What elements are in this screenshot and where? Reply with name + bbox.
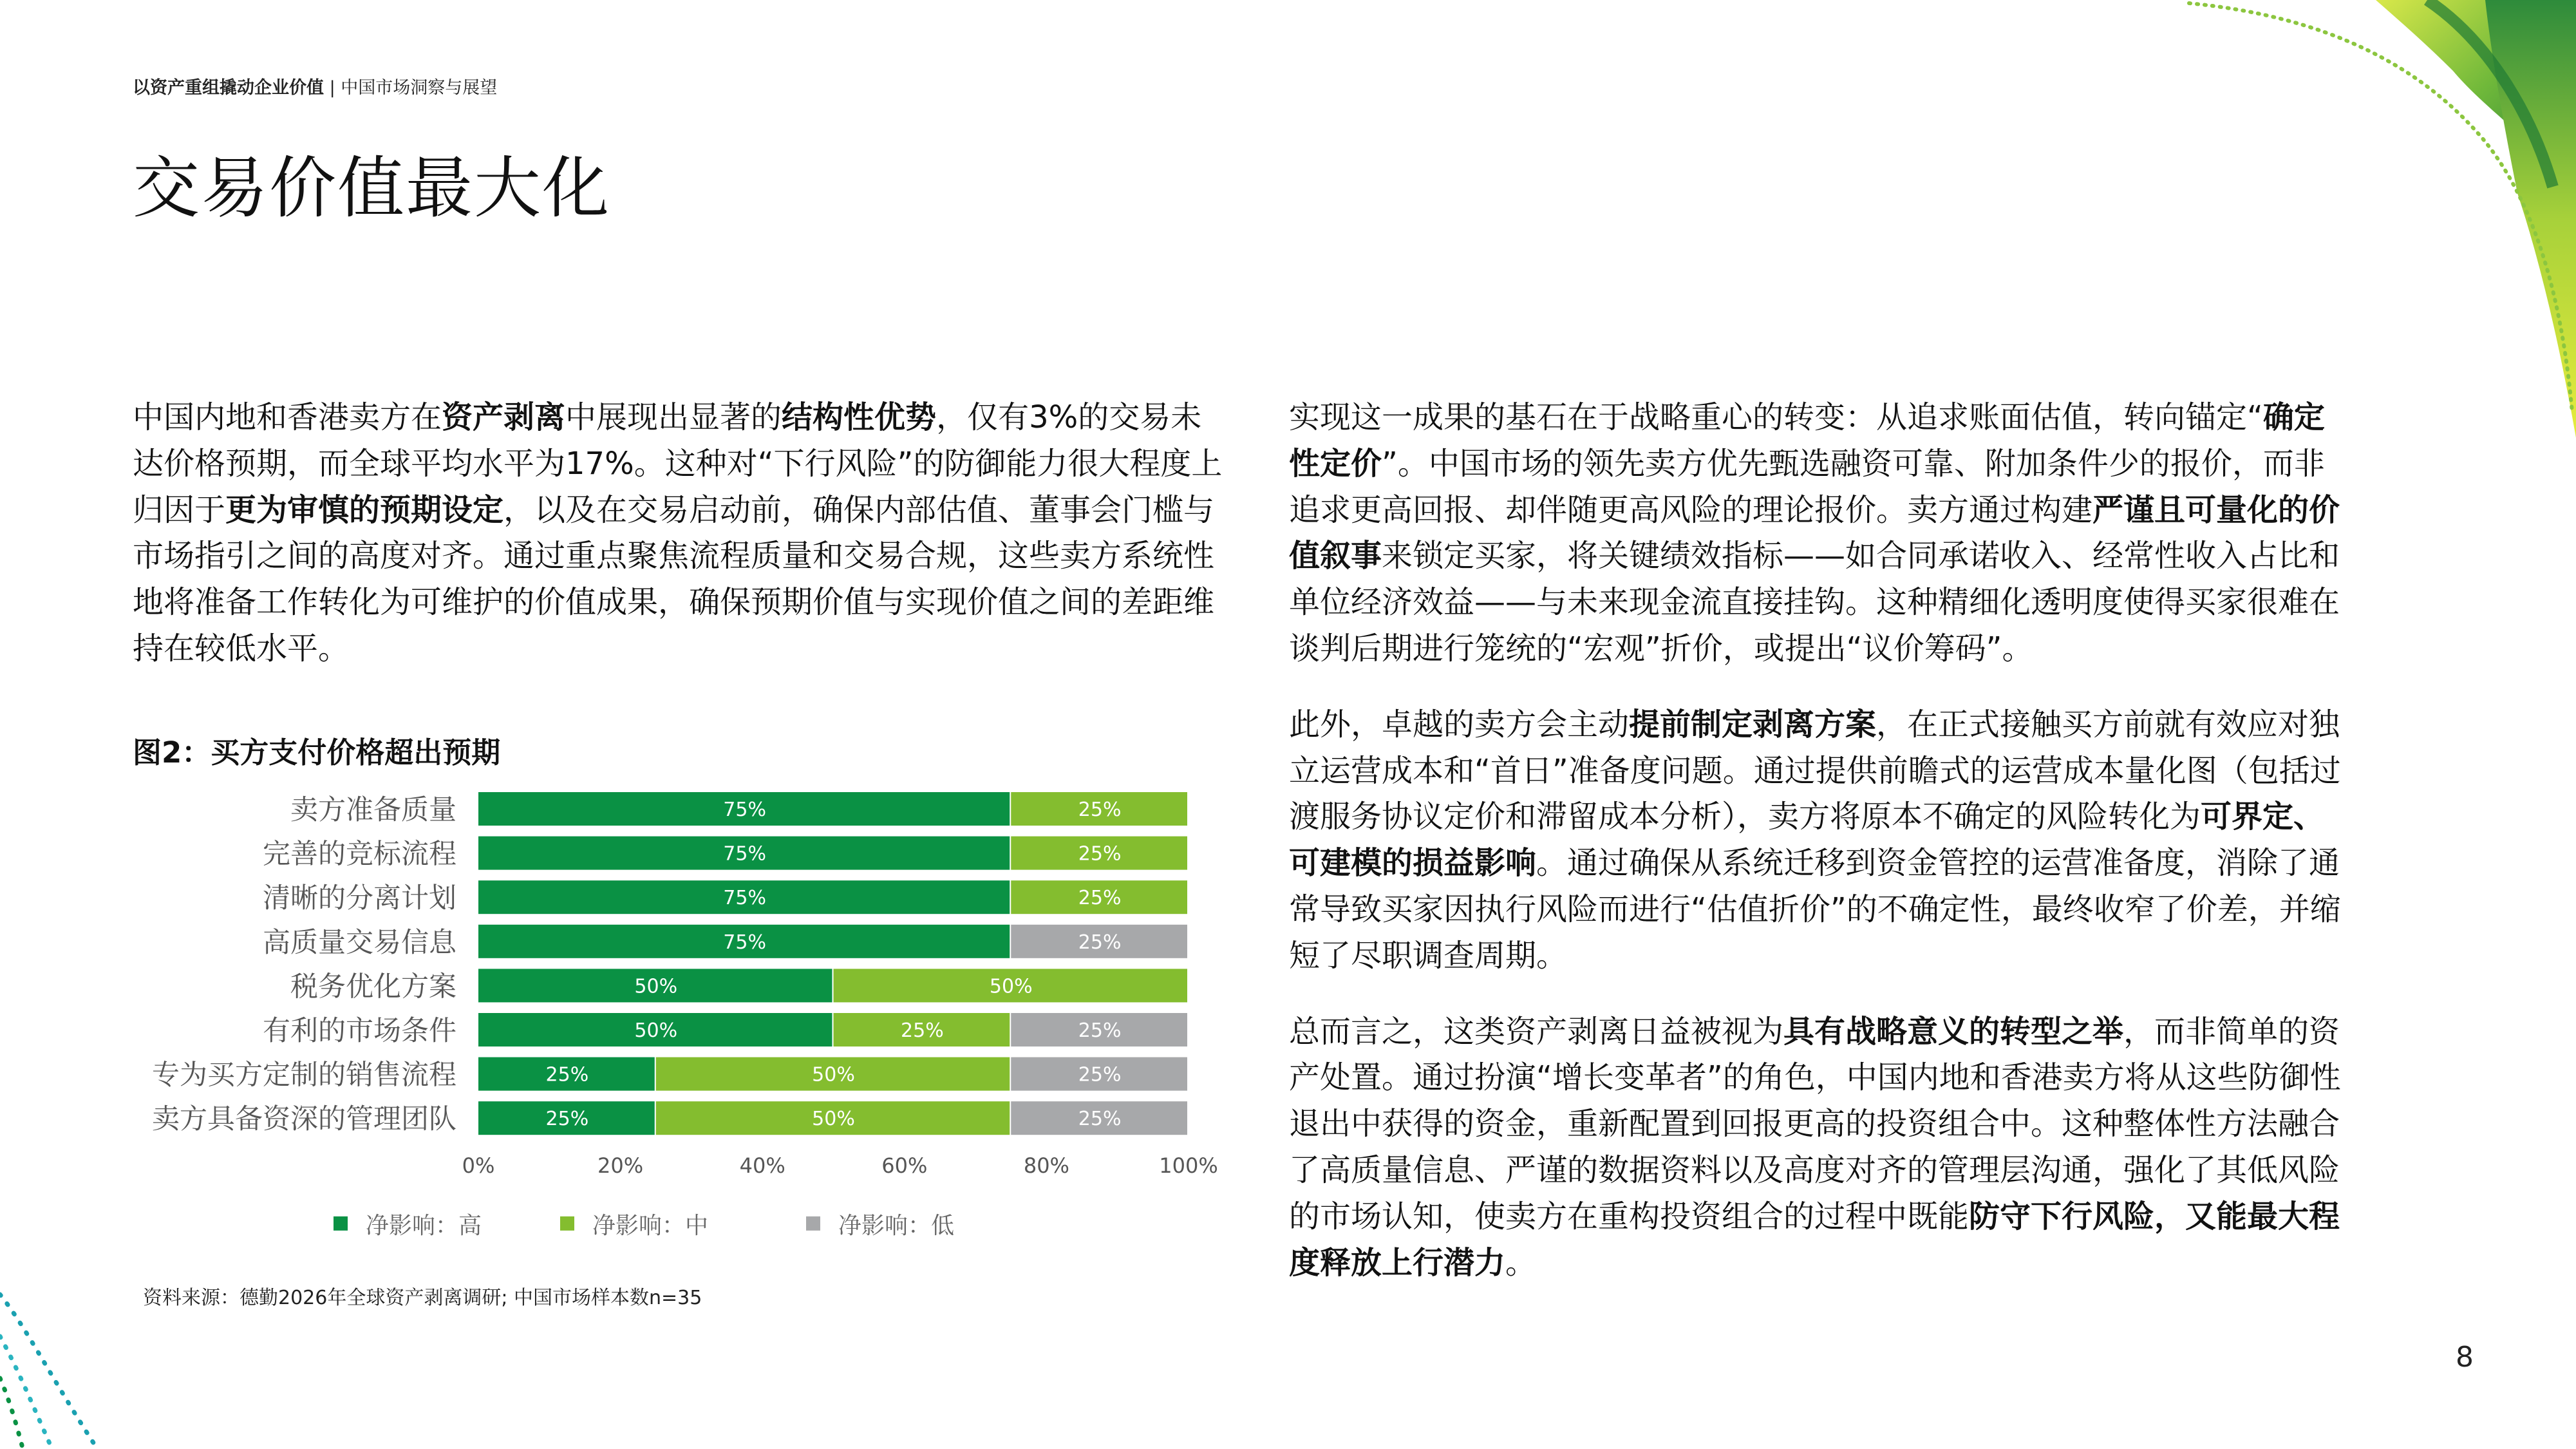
x-tick-label: 20% bbox=[597, 1153, 644, 1178]
body-text: 实现这一成果的基石在于战略重心的转变：从追求账面估值，转向锚定“ bbox=[1289, 399, 2263, 435]
source-note: 资料来源：德勤2026年全球资产剥离调研; 中国市场样本数n=35 bbox=[143, 1287, 702, 1309]
emphasis-text: 具有战略意义的转型之举 bbox=[1783, 1013, 2124, 1050]
emphasis-text: 资产剥离 bbox=[442, 399, 566, 435]
data-label: 50% bbox=[989, 975, 1033, 998]
summary-paragraph bbox=[1289, 1009, 2345, 1287]
emphasis-text: 严谨且可量化的价值叙事 bbox=[1289, 491, 2340, 574]
category-label: 高质量交易信息 bbox=[263, 926, 456, 959]
emphasis-text: 确定性定价 bbox=[1289, 399, 2325, 482]
data-label: 50% bbox=[634, 1019, 678, 1042]
body-text: ”。中国市场的领先卖方优先甄选融资可靠、附加条件少的报价，而非追求更高回报、却伴随更高风险的理论报价。卖方通过构建 bbox=[1289, 445, 2325, 528]
data-label: 75% bbox=[723, 799, 766, 821]
data-label: 50% bbox=[634, 975, 678, 998]
category-label: 完善的竞标流程 bbox=[263, 838, 456, 871]
body-text: 中展现出显著的 bbox=[565, 399, 782, 435]
data-label: 25% bbox=[545, 1063, 589, 1086]
x-tick-label: 80% bbox=[1023, 1153, 1069, 1178]
category-label: 专为买方定制的销售流程 bbox=[152, 1059, 456, 1092]
body-text: ，在正式接触买方前就有效应对独立运营成本和“首日”准备度问题。通过提供前瞻式的运营成本量化图（包括过渡服务协议定价和滞留成本分析），卖方将原本不确定的风险转化为 bbox=[1289, 706, 2341, 835]
body-text: 总而言之，这类资产剥离日益被视为 bbox=[1289, 1013, 1784, 1050]
category-label: 清晰的分离计划 bbox=[263, 882, 456, 915]
right-column bbox=[1289, 395, 2345, 1316]
x-tick-label: 40% bbox=[739, 1153, 785, 1178]
legend-swatch bbox=[560, 1217, 574, 1231]
emphasis-text: 可界定、可建模的损益影响 bbox=[1289, 799, 2325, 882]
legend-label: 净影响：中 bbox=[592, 1212, 709, 1239]
body-text: ，仅有3%的交易未达价格预期，而全球平均水平为17%。这种对“下行风险”的防御能力很大程度上归因于 bbox=[133, 399, 1223, 528]
legend-swatch bbox=[806, 1217, 820, 1231]
category-label: 有利的市场条件 bbox=[263, 1015, 456, 1047]
data-label: 75% bbox=[723, 887, 766, 910]
legend-label: 净影响：低 bbox=[838, 1212, 955, 1239]
legend-swatch bbox=[334, 1217, 348, 1231]
body-text: 来锁定买家，将关键绩效指标——如合同承诺收入、经常性收入占比和单位经济效益——与未来现金流直接挂钩。这种精细化透明度使得买家很难在谈判后期进行笼统的“宏观”折价，或提出“议价筹码”。 bbox=[1289, 538, 2340, 667]
data-label: 25% bbox=[1078, 1063, 1122, 1086]
decorative-corner-artwork bbox=[2183, 0, 2576, 451]
emphasis-text: 防守下行风险，又能最大程度释放上行潜力 bbox=[1289, 1198, 2340, 1281]
data-label: 25% bbox=[1078, 931, 1122, 954]
decorative-dotted-lines bbox=[0, 1282, 103, 1449]
data-label: 25% bbox=[1078, 1019, 1122, 1042]
data-label: 50% bbox=[812, 1063, 855, 1086]
data-label: 50% bbox=[812, 1108, 855, 1131]
data-label: 25% bbox=[901, 1019, 944, 1042]
body-text: 。 bbox=[1505, 1244, 1537, 1281]
data-label: 75% bbox=[723, 842, 766, 866]
data-label: 75% bbox=[723, 931, 766, 954]
legend-label: 净影响：高 bbox=[366, 1212, 482, 1239]
body-text: 中国内地和香港卖方在 bbox=[133, 399, 442, 435]
stacked-bar-chart bbox=[129, 792, 1236, 1269]
body-text: 此外，卓越的卖方会主动 bbox=[1289, 706, 1630, 743]
emphasis-text: 结构性优势 bbox=[782, 399, 937, 435]
emphasis-text: 提前制定剥离方案 bbox=[1629, 706, 1877, 743]
breadcrumb-sub: 中国市场洞察与展望 bbox=[341, 78, 498, 98]
figure-title: 图2：买方支付价格超出预期 bbox=[133, 735, 501, 770]
category-label: 税务优化方案 bbox=[290, 971, 456, 1003]
breadcrumb-main: 以资产重组撬动企业价值 bbox=[133, 78, 324, 98]
page-number: 8 bbox=[2456, 1341, 2474, 1374]
category-label: 卖方准备质量 bbox=[290, 794, 456, 826]
x-tick-label: 60% bbox=[881, 1153, 928, 1178]
x-tick-label: 100% bbox=[1159, 1153, 1218, 1178]
intro-paragraph bbox=[133, 395, 1227, 672]
separation-paragraph bbox=[1289, 702, 2345, 980]
data-label: 25% bbox=[1078, 1108, 1122, 1131]
page-title: 交易价值最大化 bbox=[133, 149, 611, 227]
data-label: 25% bbox=[545, 1108, 589, 1131]
foundation-paragraph bbox=[1289, 395, 2345, 672]
body-text: ，而非简单的资产处置。通过扮演“增长变革者”的角色，中国内地和香港卖方将从这些防御性退出中获得的资金，重新配置到回报更高的投资组合中。这种整体性方法融合了高质量信息、严谨的数据资料以及高度对齐的管理层沟通，强化了其低风险的市场认知，使卖方在重构投资组合的过程中既能 bbox=[1289, 1013, 2341, 1235]
body-text: 。通过确保从系统迁移到资金管控的运营准备度，消除了通常导致买家因执行风险而进行“估值折价”的不确定性，最终收窄了价差，并缩短了尽职调查周期。 bbox=[1289, 845, 2341, 974]
breadcrumb-separator: | bbox=[324, 78, 341, 98]
data-label: 25% bbox=[1078, 799, 1122, 821]
emphasis-text: 更为审慎的预期设定 bbox=[225, 491, 504, 528]
data-label: 25% bbox=[1078, 842, 1122, 866]
breadcrumb bbox=[133, 73, 497, 99]
body-text: ，以及在交易启动前，确保内部估值、董事会门槛与市场指引之间的高度对齐。通过重点聚焦流程质量和交易合规，这些卖方系统性地将准备工作转化为可维护的价值成果，确保预期价值与实现价值之间的差距维持在较低水平。 bbox=[133, 491, 1215, 667]
x-tick-label: 0% bbox=[462, 1153, 495, 1178]
category-label: 卖方具备资深的管理团队 bbox=[152, 1103, 456, 1136]
data-label: 25% bbox=[1078, 887, 1122, 910]
